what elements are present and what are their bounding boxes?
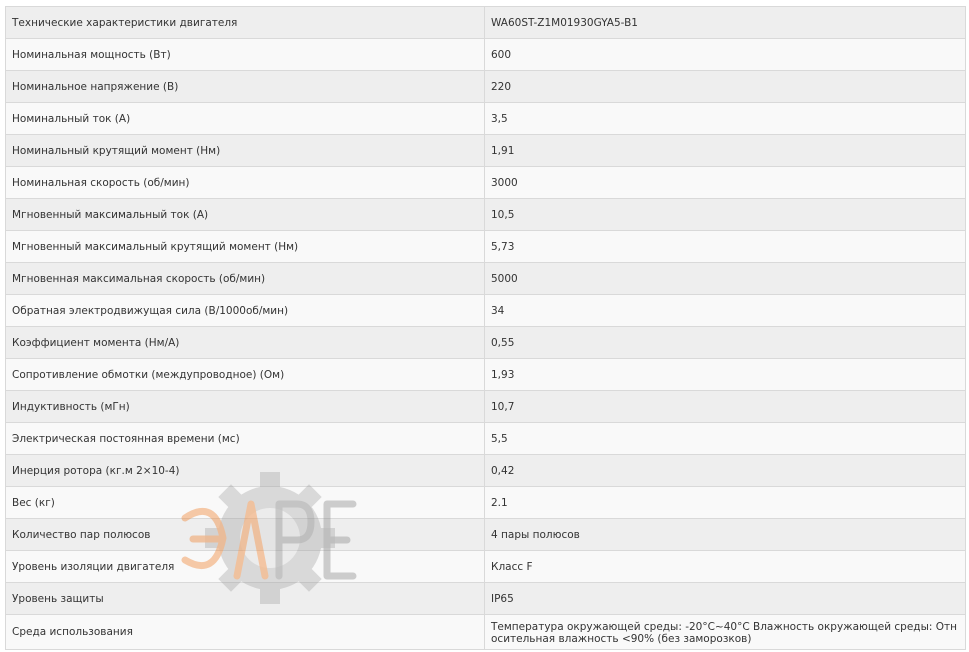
table-row <box>6 199 966 231</box>
parameter-value: Температура окружающей среды: -20°C~40°C Влажность окружающей среды: Относительная влажность <90% (без заморозков) <box>485 615 966 650</box>
table-row <box>6 39 966 71</box>
table-row <box>6 519 966 551</box>
table-row <box>6 583 966 615</box>
parameter-name: Номинальное напряжение (В) <box>6 71 485 103</box>
table-row <box>6 455 966 487</box>
parameter-name: Мгновенный максимальный крутящий момент (Нм) <box>6 231 485 263</box>
specifications-table <box>5 6 966 650</box>
parameter-value: 3000 <box>485 167 966 199</box>
parameter-value: 0,42 <box>485 455 966 487</box>
parameter-name: Обратная электродвижущая сила (В/1000об/мин) <box>6 295 485 327</box>
parameter-name: Номинальный ток (А) <box>6 103 485 135</box>
parameter-name: Сопротивление обмотки (междупроводное) (Ом) <box>6 359 485 391</box>
parameter-value: Класс F <box>485 551 966 583</box>
parameter-value: 34 <box>485 295 966 327</box>
table-row <box>6 71 966 103</box>
parameter-name: Номинальная скорость (об/мин) <box>6 167 485 199</box>
table-row <box>6 167 966 199</box>
table-header-row <box>6 7 966 39</box>
parameter-name: Мгновенная максимальная скорость (об/мин) <box>6 263 485 295</box>
table-row <box>6 327 966 359</box>
parameter-value: 600 <box>485 39 966 71</box>
parameter-value: 1,91 <box>485 135 966 167</box>
parameter-value: 220 <box>485 71 966 103</box>
parameter-value: 2.1 <box>485 487 966 519</box>
parameter-name: Уровень защиты <box>6 583 485 615</box>
parameter-name: Мгновенный максимальный ток (А) <box>6 199 485 231</box>
parameter-name: Индуктивность (мГн) <box>6 391 485 423</box>
parameter-value: 5,73 <box>485 231 966 263</box>
header-parameter: Технические характеристики двигателя <box>6 7 485 39</box>
table-row <box>6 359 966 391</box>
table-row <box>6 263 966 295</box>
parameter-value: 1,93 <box>485 359 966 391</box>
table-row <box>6 135 966 167</box>
parameter-value: 10,7 <box>485 391 966 423</box>
parameter-name: Количество пар полюсов <box>6 519 485 551</box>
parameter-name: Уровень изоляции двигателя <box>6 551 485 583</box>
parameter-name: Вес (кг) <box>6 487 485 519</box>
parameter-value: 3,5 <box>485 103 966 135</box>
table-row <box>6 615 966 650</box>
parameter-value: 10,5 <box>485 199 966 231</box>
table-row <box>6 295 966 327</box>
table-row <box>6 103 966 135</box>
table-row <box>6 551 966 583</box>
table-row <box>6 423 966 455</box>
parameter-name: Номинальный крутящий момент (Нм) <box>6 135 485 167</box>
parameter-value: 5,5 <box>485 423 966 455</box>
parameter-value: 5000 <box>485 263 966 295</box>
header-model: WA60ST-Z1M01930GYA5-B1 <box>485 7 966 39</box>
parameter-name: Номинальная мощность (Вт) <box>6 39 485 71</box>
parameter-value: IP65 <box>485 583 966 615</box>
parameter-value: 0,55 <box>485 327 966 359</box>
table-row <box>6 487 966 519</box>
table-row <box>6 231 966 263</box>
parameter-name: Коэффициент момента (Нм/А) <box>6 327 485 359</box>
table-row <box>6 391 966 423</box>
parameter-name: Среда использования <box>6 615 485 650</box>
parameter-name: Инерция ротора (кг.м 2×10-4) <box>6 455 485 487</box>
parameter-name: Электрическая постоянная времени (мс) <box>6 423 485 455</box>
parameter-value: 4 пары полюсов <box>485 519 966 551</box>
